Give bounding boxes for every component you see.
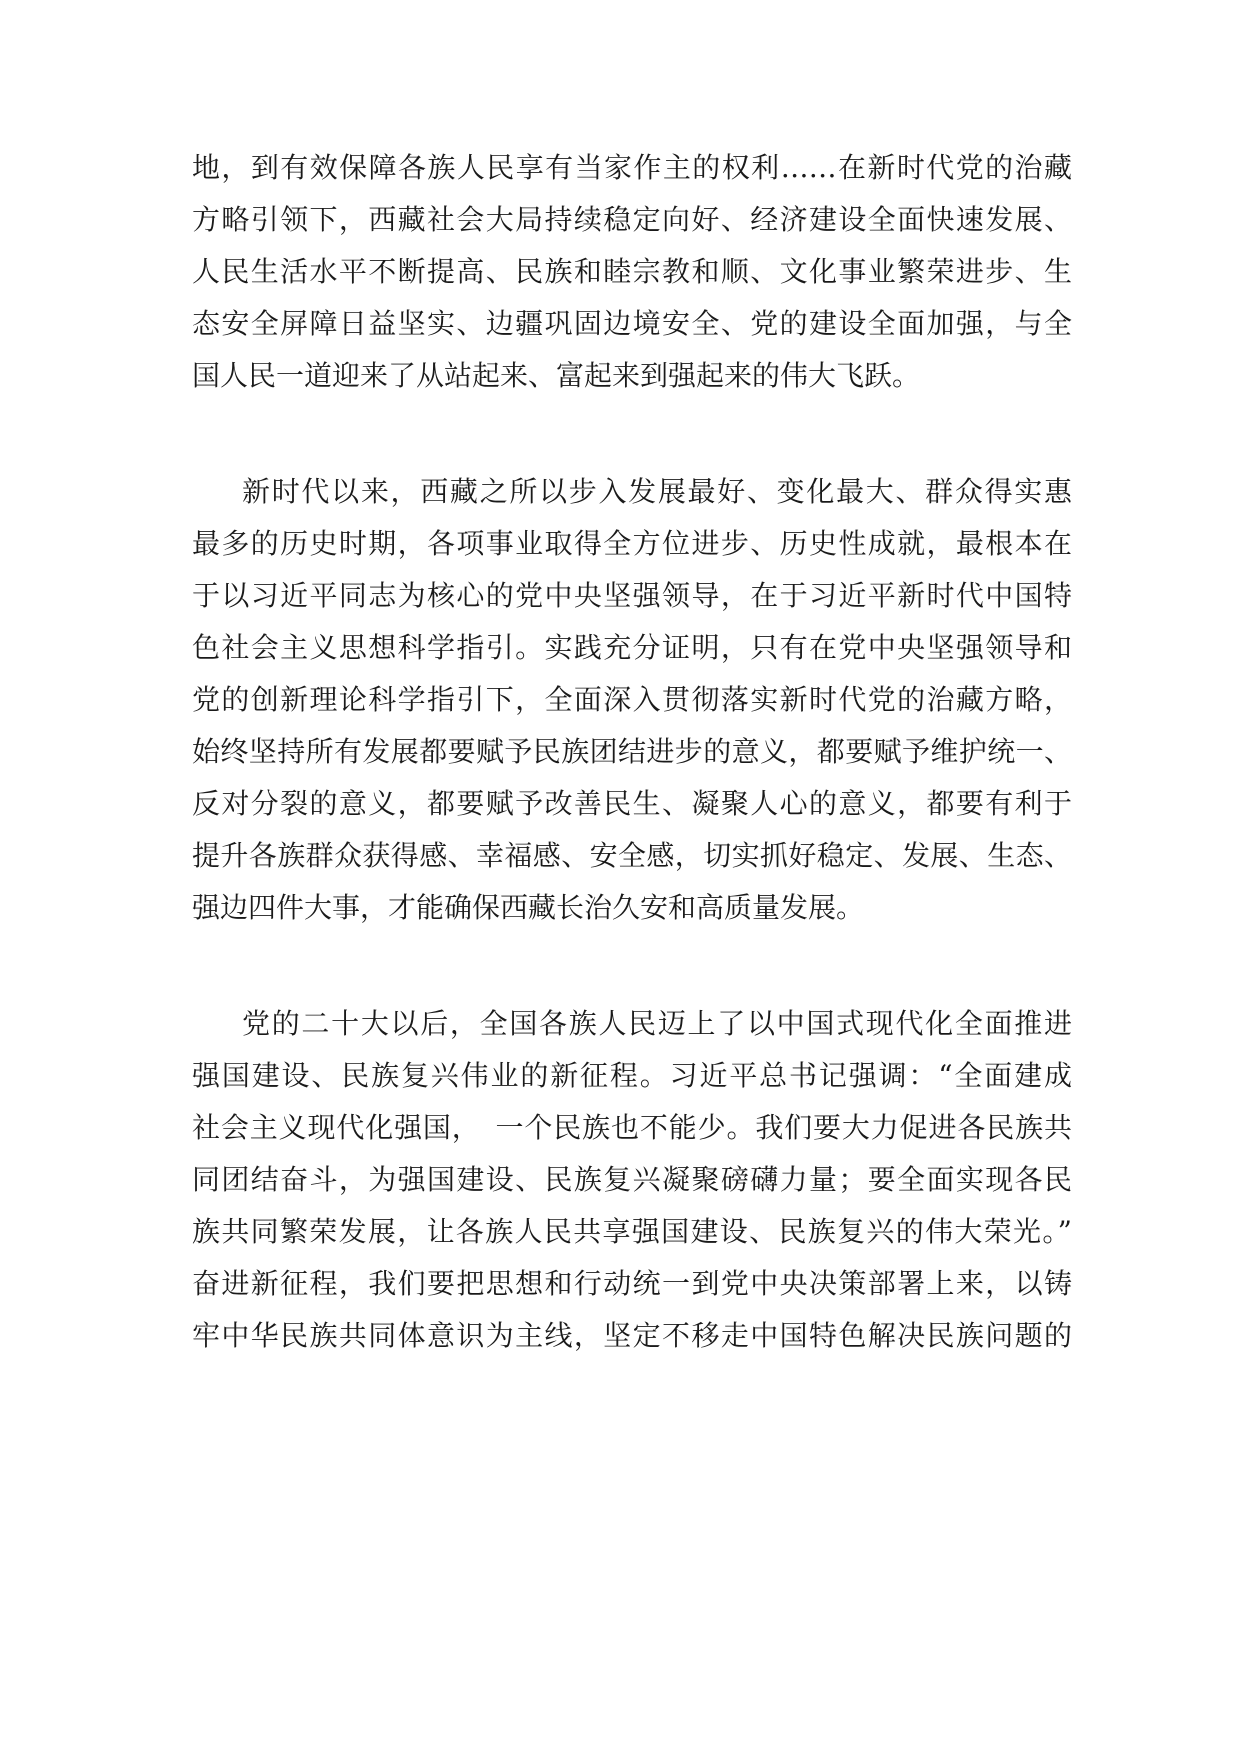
text-line: 国人民一道迎来了从站起来、富起来到强起来的伟大飞跃。 [192,359,921,392]
text-line: 态安全屏障日益坚实、边疆巩固边境安全、党的建设全面加强，与全 [192,307,1072,340]
text-line: 强国建设、民族复兴伟业的新征程。习近平总书记强调：“全面建成 [192,1059,1072,1092]
text-line: 牢中华民族共同体意识为主线，坚定不移走中国特色解决民族问题的 [192,1319,1072,1352]
text-line: 最多的历史时期，各项事业取得全方位进步、历史性成就，最根本在 [192,527,1072,560]
text-line: 于以习近平同志为核心的党中央坚强领导，在于习近平新时代中国特 [192,579,1072,612]
text-line: 党的二十大以后，全国各族人民迈上了以中国式现代化全面推进 [242,1007,1072,1040]
text-line: 方略引领下，西藏社会大局持续稳定向好、经济建设全面快速发展、 [192,203,1072,236]
text-line: 提升各族群众获得感、幸福感、安全感，切实抓好稳定、发展、生态、 [192,839,1072,872]
text-line: 族共同繁荣发展，让各族人民共享强国建设、民族复兴的伟大荣光。” [192,1215,1072,1248]
text-line: 同团结奋斗，为强国建设、民族复兴凝聚磅礴力量；要全面实现各民 [192,1163,1072,1196]
text-line: 新时代以来，西藏之所以步入发展最好、变化最大、群众得实惠 [242,475,1072,508]
text-line: 奋进新征程，我们要把思想和行动统一到党中央决策部署上来，以铸 [192,1267,1072,1300]
text-line: 党的创新理论科学指引下，全面深入贯彻落实新时代党的治藏方略， [192,683,1072,716]
text-line: 社会主义现代化强国， 一个民族也不能少。我们要大力促进各民族共 [192,1111,1072,1144]
text-line: 始终坚持所有发展都要赋予民族团结进步的意义，都要赋予维护统一、 [192,735,1072,768]
text-line: 人民生活水平不断提高、民族和睦宗教和顺、文化事业繁荣进步、生 [192,255,1072,288]
text-line: 反对分裂的意义，都要赋予改善民生、凝聚人心的意义，都要有利于 [192,787,1072,820]
text-line: 地，到有效保障各族人民享有当家作主的权利……在新时代党的治藏 [192,151,1072,184]
text-line: 强边四件大事，才能确保西藏长治久安和高质量发展。 [192,891,865,924]
text-line: 色社会主义思想科学指引。实践充分证明，只有在党中央坚强领导和 [192,631,1072,664]
